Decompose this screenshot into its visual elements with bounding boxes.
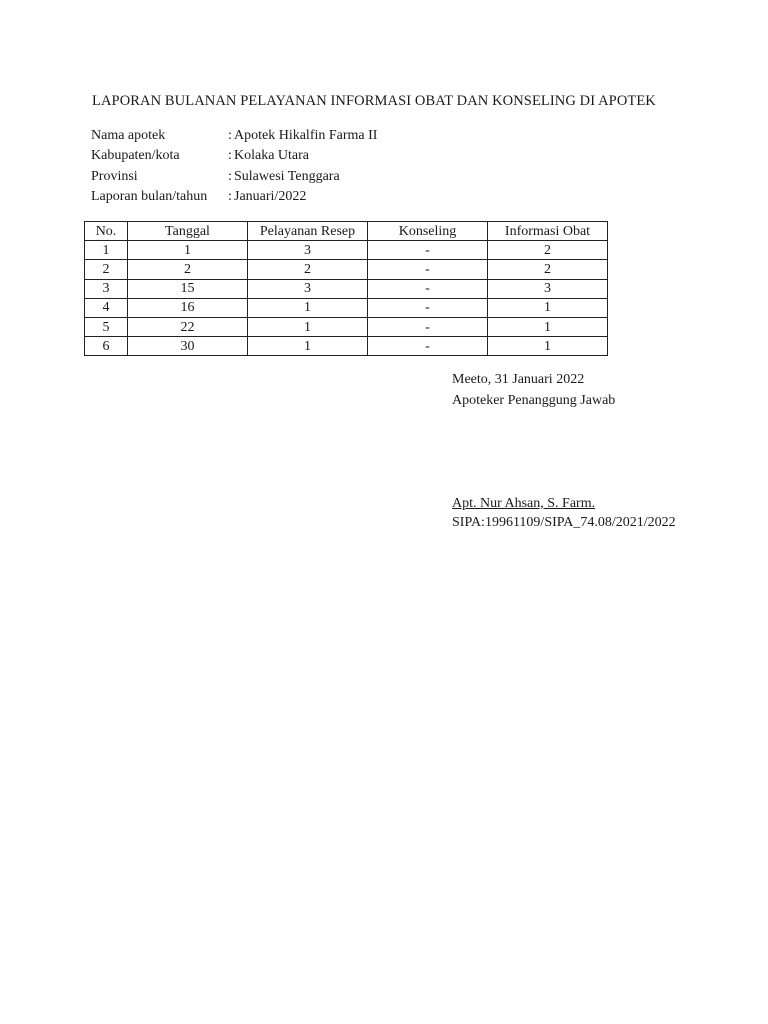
cell-tanggal: 1 (128, 241, 248, 260)
info-row-periode (91, 187, 377, 207)
header-no: No. (85, 222, 128, 241)
signature-sipa: SIPA:19961109/SIPA_74.08/2021/2022 (452, 515, 676, 530)
cell-no: 5 (85, 317, 128, 336)
pharmacy-info (91, 126, 377, 207)
cell-informasi-obat: 3 (488, 279, 608, 298)
cell-no: 6 (85, 337, 128, 356)
cell-konseling: - (368, 260, 488, 279)
cell-informasi-obat: 2 (488, 260, 608, 279)
info-row-provinsi (91, 167, 377, 187)
info-label: Kabupaten/kota (91, 148, 180, 164)
cell-informasi-obat: 1 (488, 317, 608, 336)
cell-tanggal: 16 (128, 298, 248, 317)
info-label: Provinsi (91, 168, 138, 184)
header-pelayanan-resep: Pelayanan Resep (248, 222, 368, 241)
info-separator: : (228, 128, 232, 143)
cell-tanggal: 30 (128, 337, 248, 356)
cell-tanggal: 22 (128, 317, 248, 336)
cell-konseling: - (368, 279, 488, 298)
info-value: Apotek Hikalfin Farma II (234, 128, 378, 143)
cell-pelayanan-resep: 1 (248, 298, 368, 317)
info-separator: : (228, 148, 232, 164)
cell-no: 4 (85, 298, 128, 317)
info-label: Nama apotek (91, 128, 166, 143)
info-row-kabupaten (91, 146, 377, 166)
cell-pelayanan-resep: 3 (248, 241, 368, 260)
info-row-nama-apotek (91, 126, 377, 146)
cell-konseling: - (368, 298, 488, 317)
table-row (85, 241, 608, 260)
report-title: LAPORAN BULANAN PELAYANAN INFORMASI OBAT DAN KONSELING DI APOTEK (92, 93, 656, 109)
table-row (85, 298, 608, 317)
cell-konseling: - (368, 337, 488, 356)
cell-no: 1 (85, 241, 128, 260)
header-informasi-obat: Informasi Obat (488, 222, 608, 241)
cell-tanggal: 2 (128, 260, 248, 279)
table-row (85, 260, 608, 279)
report-table (84, 221, 608, 356)
info-value: Sulawesi Tenggara (234, 168, 340, 184)
info-value: Kolaka Utara (234, 148, 310, 164)
table-row (85, 279, 608, 298)
cell-pelayanan-resep: 1 (248, 317, 368, 336)
signature-role: Apoteker Penanggung Jawab (452, 393, 616, 408)
info-value: Januari/2022 (234, 188, 307, 204)
signature-place-date: Meeto, 31 Januari 2022 (452, 372, 585, 387)
cell-informasi-obat: 1 (488, 337, 608, 356)
info-label: Laporan bulan/tahun (91, 188, 208, 204)
table-row (85, 337, 608, 356)
cell-tanggal: 15 (128, 279, 248, 298)
header-tanggal: Tanggal (128, 222, 248, 241)
cell-pelayanan-resep: 2 (248, 260, 368, 279)
signature-name: Apt. Nur Ahsan, S. Farm. (452, 496, 596, 511)
cell-informasi-obat: 2 (488, 241, 608, 260)
header-konseling: Konseling (368, 222, 488, 241)
cell-no: 2 (85, 260, 128, 279)
info-separator: : (228, 188, 232, 204)
table-header-row (85, 222, 608, 241)
cell-no: 3 (85, 279, 128, 298)
table-row (85, 317, 608, 336)
cell-informasi-obat: 1 (488, 298, 608, 317)
cell-konseling: - (368, 317, 488, 336)
info-separator: : (228, 168, 232, 184)
cell-pelayanan-resep: 3 (248, 279, 368, 298)
cell-pelayanan-resep: 1 (248, 337, 368, 356)
cell-konseling: - (368, 241, 488, 260)
